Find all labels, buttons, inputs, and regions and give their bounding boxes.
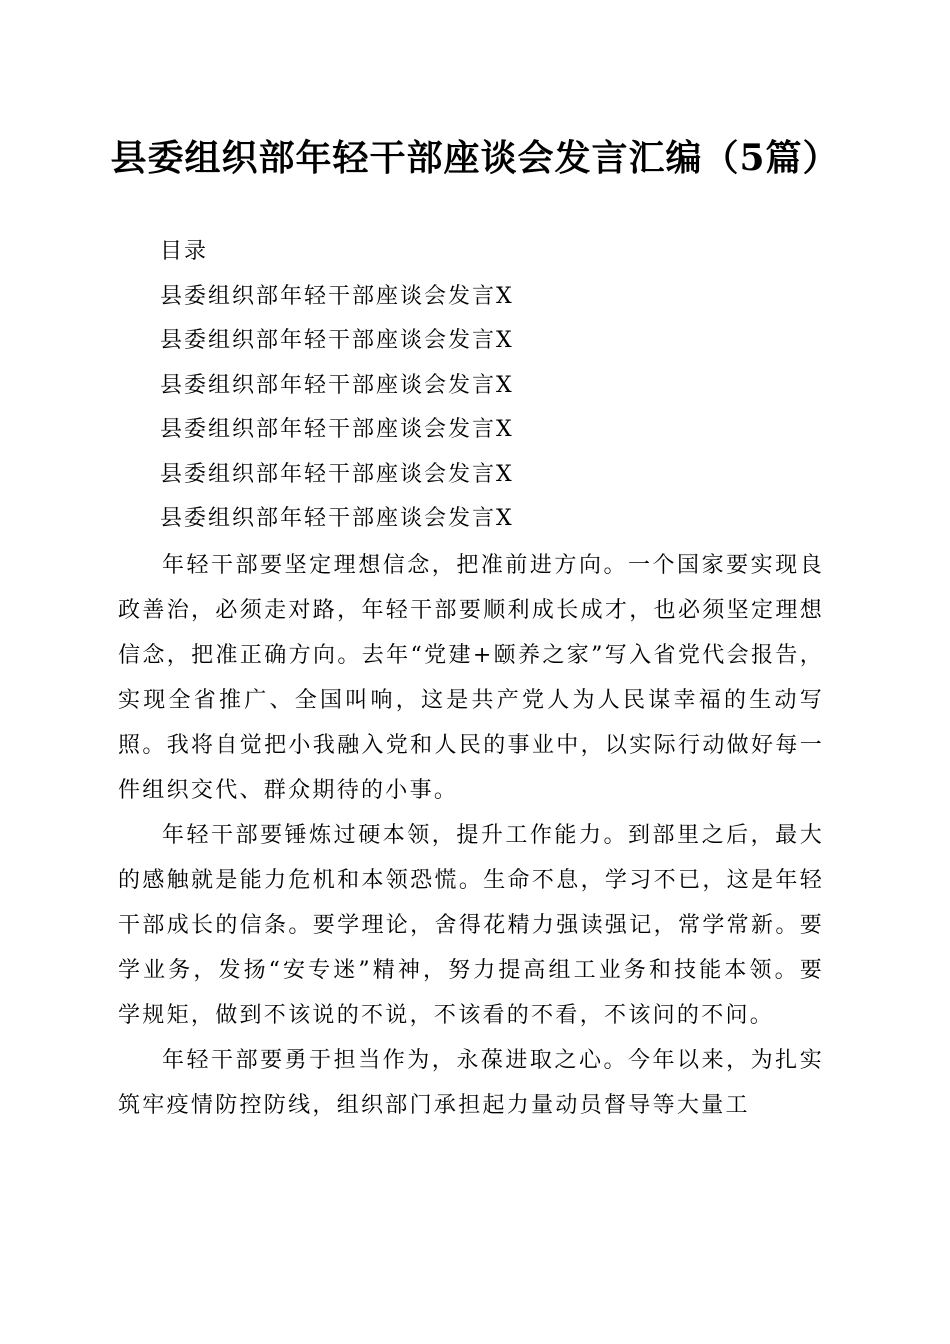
toc-item: 县委组织部年轻干部座谈会发言X [160,461,514,487]
toc-item: 县委组织部年轻干部座谈会发言X [160,417,514,442]
body-paragraph: 年轻干部要坚定理想信念，把准前进方向。一个国家要实现良政善治，必须走对路，年轻干部要顺利成长成才，也必须坚定理想信念，把准正确方向。去年“党建+颐养之家”写入省党代会报告，实现全省推广、全国叫响，这是共产党人为人民谋幸福的生动写照。我将自觉把小我融入党和人民的事业中，以实际行动做好每一件组织交代、群众期待的小事。 [118,553,824,803]
toc-item: 县委组织部年轻干部座谈会发言X [160,283,514,309]
body-paragraph: 年轻干部要勇于担当作为，永葆进取之心。今年以来，为扎实筑牢疫情防控防线，组织部门承担起力量动员督导等大量工 [118,1048,824,1118]
toc-item: 县委组织部年轻干部座谈会发言X [160,506,514,531]
toc-item: 县委组织部年轻干部座谈会发言X [160,372,514,398]
document-title: 县委组织部年轻干部座谈会发言汇编（5篇） [110,137,840,179]
table-of-contents [160,230,860,542]
toc-item: 县委组织部年轻干部座谈会发言X [160,328,514,353]
body-text [118,543,824,1128]
toc-heading: 目录 [160,239,209,264]
body-paragraph: 年轻干部要锤炼过硬本领，提升工作能力。到部里之后，最大的感触就是能力危机和本领恐慌。生命不息，学习不已，这是年轻干部成长的信条。要学理论，舍得花精力强读强记，常学常新。要学业务，发扬“安专迷”精神，努力提高组工业务和技能本领。要学规矩，做到不该说的不说，不该看的不看，不该问的不问。 [118,823,824,1028]
